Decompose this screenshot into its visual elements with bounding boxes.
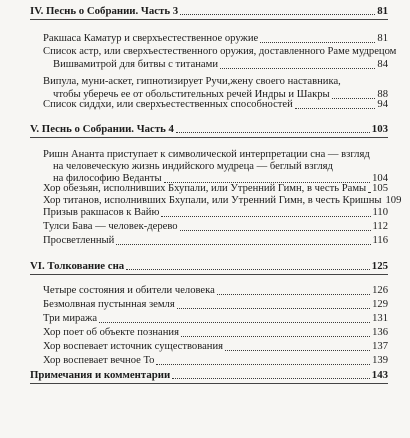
section-heading-title: Примечания и комментарии (30, 369, 171, 381)
section-divider (30, 19, 388, 20)
toc-entry-title: Тулси Бава — человек-дерево (43, 221, 178, 232)
toc-entry-title: Ракшаса Каматур и сверхъестественное оружие (43, 33, 259, 44)
dot-leader (99, 322, 370, 323)
toc-entry-title: Вишвамитрой для битвы с титанами (53, 59, 219, 70)
toc-entry-title: Хор воспевает источник существования (43, 341, 223, 352)
dot-leader (220, 68, 375, 69)
entry-line: Випула, муни-аскет, гипнотизирует Ручи,жену своего наставника, (43, 76, 341, 87)
toc-entry-title: на философию Веданты (53, 173, 162, 184)
dot-leader (217, 294, 370, 295)
toc-entry[interactable] (43, 299, 388, 311)
toc-entry-title: Безмолвная пустынная земля (43, 299, 175, 310)
page-number: 129 (372, 299, 388, 310)
entry-line: на человеческую жизнь индийского мудреца — беглый взгляд (53, 161, 333, 172)
toc-entry[interactable] (43, 195, 402, 207)
toc-entry-title: Просветленный (43, 235, 115, 246)
toc-entry-title: Хор обезьян, исполнивших Бхупали, или Утренний Гимн, в честь Рамы (43, 183, 367, 194)
page-number: 94 (377, 99, 388, 110)
dot-leader (176, 132, 370, 133)
dot-leader (225, 350, 370, 351)
page-number: 81 (377, 5, 388, 17)
dot-leader (180, 14, 375, 15)
toc-entry[interactable] (43, 285, 388, 297)
section-heading-title: VI. Толкование сна (30, 260, 125, 272)
toc-entry-title: Четыре состояния и обители человека (43, 285, 215, 296)
page-number: 136 (372, 327, 388, 338)
page-number: 81 (377, 33, 388, 44)
dot-leader (180, 230, 371, 231)
page-number: 84 (377, 59, 388, 70)
toc-entry-title: чтобы уберечь ее от обольстительных речей Индры и Шакры (53, 89, 330, 100)
dot-leader (181, 336, 370, 337)
section-divider (30, 383, 388, 384)
dot-leader (260, 42, 375, 43)
page-number: 109 (385, 195, 402, 206)
page-number: 110 (372, 207, 388, 218)
dot-leader (126, 269, 370, 270)
dot-leader (161, 216, 370, 217)
dot-leader (177, 308, 370, 309)
section-heading[interactable] (30, 5, 388, 17)
toc-entry[interactable] (43, 355, 388, 367)
section-divider (30, 137, 388, 138)
page-number: 88 (377, 89, 388, 100)
toc-entry[interactable] (43, 235, 388, 247)
toc-entry[interactable] (43, 207, 388, 219)
toc-entry-title: Хор титанов, исполнивших Бхупали, или Утренний Гимн, в честь Кришны (43, 195, 382, 206)
page-number: 125 (371, 260, 388, 272)
bleed-through-text (215, 404, 218, 414)
page-number: 131 (372, 313, 388, 324)
dot-leader (368, 192, 370, 193)
page-number: 143 (371, 369, 388, 381)
page-number: 126 (372, 285, 388, 296)
page-number: 112 (372, 221, 388, 232)
toc-entry-title: Три миража (43, 313, 98, 324)
toc-entry[interactable] (43, 327, 388, 339)
toc-entry[interactable] (53, 59, 388, 71)
section-heading-title: V. Песнь о Собрании. Часть 4 (30, 123, 174, 135)
toc-entry[interactable] (43, 33, 388, 45)
dot-leader (116, 244, 370, 245)
section-heading[interactable] (30, 369, 388, 381)
toc-entry[interactable] (43, 183, 388, 195)
dot-leader (172, 378, 370, 379)
dot-leader (295, 108, 376, 109)
toc-entry-title: Список сиддхи, или сверхъестественных способностей (43, 99, 293, 110)
dot-leader (156, 364, 370, 365)
page-number: 105 (372, 183, 388, 194)
toc-entry[interactable] (43, 99, 388, 111)
page-number: 116 (372, 235, 388, 246)
entry-line: Ришн Ананта приступает к символической интерпретации сна — взгляд (43, 149, 370, 160)
entry-line: Список астр, или сверхъестественного оружия, доставленного Раме мудрецом (43, 46, 397, 57)
section-heading[interactable] (30, 123, 388, 135)
page-number: 137 (372, 341, 388, 352)
toc-entry-title: Хор поет об объекте познания (43, 327, 179, 338)
page-number: 103 (371, 123, 388, 135)
page-number: 139 (372, 355, 388, 366)
toc-entry-title: Призыв ракшасов к Вайю (43, 207, 160, 218)
section-heading[interactable] (30, 260, 388, 272)
section-divider (30, 274, 388, 275)
toc-entry[interactable] (43, 221, 388, 233)
toc-entry[interactable] (43, 341, 388, 353)
toc-entry[interactable] (43, 313, 388, 325)
page-number: 104 (372, 173, 388, 184)
toc-entry-title: Хор воспевает вечное То (43, 355, 155, 366)
section-heading-title: IV. Песнь о Собрании. Часть 3 (30, 5, 179, 17)
